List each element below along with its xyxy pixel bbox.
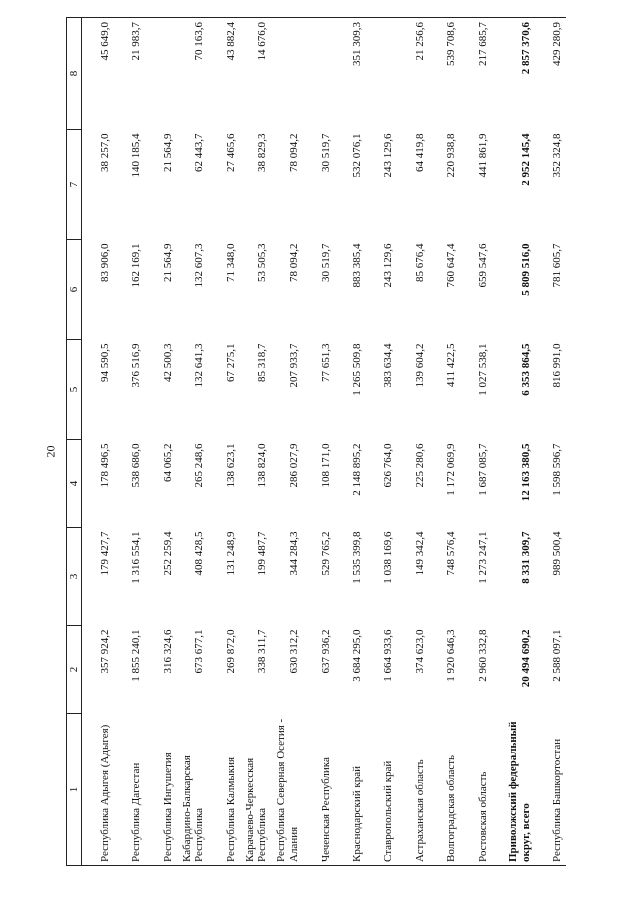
cell-col-3: 1 535 399,8 xyxy=(350,531,363,584)
cell-col-5: 383 634,4 xyxy=(382,343,395,388)
table-row xyxy=(271,18,303,866)
cell-col-2: 338 311,7 xyxy=(256,629,269,674)
table-row xyxy=(535,18,566,866)
table-row xyxy=(334,18,365,866)
cell-col-2: 637 936,2 xyxy=(319,629,332,674)
column-header: 3 xyxy=(67,528,82,626)
cell-col-5: 94 590,5 xyxy=(98,343,111,382)
cell-col-4: 225 280,6 xyxy=(413,443,426,488)
region-name: Астраханская область xyxy=(397,714,428,866)
cell-col-8 xyxy=(303,18,334,130)
cell-col-4: 2 148 895,2 xyxy=(350,443,363,496)
cell-col-6: 71 348,0 xyxy=(224,243,237,282)
page-number: 20 xyxy=(43,445,58,458)
cell-col-4: 64 065,2 xyxy=(161,443,174,482)
region-name: Республика Дагестан xyxy=(113,714,144,866)
cell-col-7: 532 076,1 xyxy=(350,133,363,178)
cell-col-4: 138 623,1 xyxy=(224,443,237,488)
column-header: 7 xyxy=(67,130,82,240)
cell-col-6: 132 607,3 xyxy=(193,243,206,288)
cell-col-7: 140 185,4 xyxy=(130,133,143,178)
cell-col-3: 199 487,7 xyxy=(256,531,269,576)
cell-col-5: 42 500,3 xyxy=(161,343,174,382)
column-header: 2 xyxy=(67,626,82,714)
cell-col-8: 14 676,0 xyxy=(239,18,271,130)
cell-col-4: 138 824,0 xyxy=(256,443,269,488)
cell-col-4: 1 687 085,7 xyxy=(476,443,489,496)
region-name: Приволжский федеральный округ, всего xyxy=(491,714,534,866)
cell-col-3: 149 342,4 xyxy=(413,531,426,576)
cell-col-6: 53 505,3 xyxy=(256,243,269,282)
region-name: Республика Калмыкия xyxy=(208,714,239,866)
cell-col-7: 2 952 145,4 xyxy=(519,133,532,186)
cell-col-4: 1 172 069,9 xyxy=(445,443,458,496)
cell-col-4: 178 496,5 xyxy=(98,443,111,488)
cell-col-2: 1 920 646,3 xyxy=(445,629,458,682)
cell-col-6: 659 547,6 xyxy=(476,243,489,288)
cell-col-4: 538 686,0 xyxy=(130,443,143,488)
table-row xyxy=(239,18,271,866)
cell-col-2: 357 924,2 xyxy=(98,629,111,674)
cell-col-8: 21 256,6 xyxy=(397,18,428,130)
table-row xyxy=(145,18,176,866)
region-name: Волгоградская область xyxy=(428,714,459,866)
cell-col-4: 1 598 596,7 xyxy=(551,443,564,496)
cell-col-6: 781 605,7 xyxy=(551,243,564,288)
cell-col-6: 85 676,4 xyxy=(413,243,426,282)
cell-col-7: 38 829,3 xyxy=(256,133,269,172)
cell-col-3: 179 427,7 xyxy=(98,531,111,576)
column-number-row xyxy=(67,18,82,866)
cell-col-4: 626 764,0 xyxy=(382,443,395,488)
cell-col-3: 529 765,2 xyxy=(319,531,332,576)
cell-col-2: 1 664 933,6 xyxy=(382,629,395,682)
column-header: 4 xyxy=(67,440,82,528)
cell-col-2: 673 677,1 xyxy=(193,629,206,674)
table-row xyxy=(208,18,239,866)
cell-col-2: 374 623,0 xyxy=(413,629,426,674)
cell-col-5: 67 275,1 xyxy=(224,343,237,382)
cell-col-8 xyxy=(366,18,397,130)
cell-col-3: 408 428,5 xyxy=(193,531,206,576)
cell-col-5: 207 933,7 xyxy=(288,343,301,388)
region-name: Кабардино-Балкарская Республика xyxy=(176,714,208,866)
cell-col-8 xyxy=(271,18,303,130)
region-name: Ростовская область xyxy=(460,714,491,866)
cell-col-3: 989 500,4 xyxy=(551,531,564,576)
table-row xyxy=(460,18,491,866)
cell-col-8: 45 649,0 xyxy=(82,18,114,130)
table-body xyxy=(82,18,567,866)
cell-col-3: 252 259,4 xyxy=(161,531,174,576)
cell-col-8: 351 309,3 xyxy=(334,18,365,130)
cell-col-5: 411 422,5 xyxy=(445,343,458,388)
table-row xyxy=(82,18,114,866)
region-name: Ставропольский край xyxy=(366,714,397,866)
column-header: 1 xyxy=(67,714,82,866)
table-row xyxy=(366,18,397,866)
table-row xyxy=(303,18,334,866)
region-name: Республика Адыгея (Адыгея) xyxy=(82,714,114,866)
cell-col-5: 816 991,0 xyxy=(551,343,564,388)
cell-col-5: 139 604,2 xyxy=(413,343,426,388)
region-name: Краснодарский край xyxy=(334,714,365,866)
cell-col-5: 6 353 864,5 xyxy=(519,343,532,396)
cell-col-8: 43 882,4 xyxy=(208,18,239,130)
cell-col-7: 243 129,6 xyxy=(382,133,395,178)
cell-col-7: 38 257,0 xyxy=(98,133,111,172)
cell-col-3: 344 284,3 xyxy=(288,531,301,576)
cell-col-2: 316 324,6 xyxy=(161,629,174,674)
table-row xyxy=(113,18,144,866)
cell-col-2: 3 684 295,0 xyxy=(350,629,363,682)
cell-col-5: 85 318,7 xyxy=(256,343,269,382)
cell-col-7: 21 564,9 xyxy=(161,133,174,172)
cell-col-7: 220 938,8 xyxy=(445,133,458,178)
region-name: Республика Ингушетия xyxy=(145,714,176,866)
cell-col-5: 132 641,3 xyxy=(193,343,206,388)
cell-col-7: 62 443,7 xyxy=(193,133,206,172)
cell-col-3: 748 576,4 xyxy=(445,531,458,576)
data-table xyxy=(66,17,566,866)
table-row xyxy=(176,18,208,866)
cell-col-5: 77 651,3 xyxy=(319,343,332,382)
cell-col-3: 1 316 554,1 xyxy=(130,531,143,584)
cell-col-5: 1 265 509,8 xyxy=(350,343,363,396)
cell-col-8: 21 983,7 xyxy=(113,18,144,130)
region-name: Чеченская Республика xyxy=(303,714,334,866)
cell-col-6: 83 906,0 xyxy=(98,243,111,282)
cell-col-4: 286 027,9 xyxy=(288,443,301,488)
cell-col-3: 1 273 247,1 xyxy=(476,531,489,584)
column-header: 5 xyxy=(67,340,82,440)
cell-col-2: 269 872,0 xyxy=(224,629,237,674)
cell-col-6: 883 385,4 xyxy=(350,243,363,288)
cell-col-4: 108 171,0 xyxy=(319,443,332,488)
cell-col-6: 760 647,4 xyxy=(445,243,458,288)
cell-col-3: 131 248,9 xyxy=(224,531,237,576)
cell-col-2: 2 588 097,1 xyxy=(551,629,564,682)
cell-col-8: 539 708,6 xyxy=(428,18,459,130)
cell-col-7: 27 465,6 xyxy=(224,133,237,172)
region-name: Карачаево-Черкесская Республика xyxy=(239,714,271,866)
cell-col-8 xyxy=(145,18,176,130)
cell-col-5: 376 516,9 xyxy=(130,343,143,388)
cell-col-6: 5 809 516,0 xyxy=(519,243,532,296)
region-name: Республика Северная Осетия - Алания xyxy=(271,714,303,866)
table-row xyxy=(397,18,428,866)
cell-col-8: 217 685,7 xyxy=(460,18,491,130)
cell-col-7: 352 324,8 xyxy=(551,133,564,178)
cell-col-2: 20 494 690,2 xyxy=(519,629,532,688)
cell-col-4: 265 248,6 xyxy=(193,443,206,488)
cell-col-2: 2 960 332,8 xyxy=(476,629,489,682)
cell-col-7: 441 861,9 xyxy=(476,133,489,178)
column-header: 8 xyxy=(67,18,82,130)
region-name: Республика Башкортостан xyxy=(535,714,566,866)
cell-col-7: 78 094,2 xyxy=(288,133,301,172)
cell-col-3: 8 331 309,7 xyxy=(519,531,532,584)
cell-col-7: 64 419,8 xyxy=(413,133,426,172)
cell-col-6: 243 129,6 xyxy=(382,243,395,288)
cell-col-8: 70 163,6 xyxy=(176,18,208,130)
cell-col-6: 78 094,2 xyxy=(288,243,301,282)
cell-col-4: 12 163 380,5 xyxy=(519,443,532,502)
cell-col-8: 2 857 370,6 xyxy=(491,18,534,130)
column-header: 6 xyxy=(67,240,82,340)
table-row xyxy=(491,18,534,866)
cell-col-2: 1 855 240,1 xyxy=(130,629,143,682)
cell-col-7: 30 519,7 xyxy=(319,133,332,172)
cell-col-6: 21 564,9 xyxy=(161,243,174,282)
cell-col-8: 429 280,9 xyxy=(535,18,566,130)
cell-col-5: 1 027 538,1 xyxy=(476,343,489,396)
cell-col-3: 1 038 169,6 xyxy=(382,531,395,584)
cell-col-2: 630 312,2 xyxy=(288,629,301,674)
table-row xyxy=(428,18,459,866)
cell-col-6: 30 519,7 xyxy=(319,243,332,282)
cell-col-6: 162 169,1 xyxy=(130,243,143,288)
